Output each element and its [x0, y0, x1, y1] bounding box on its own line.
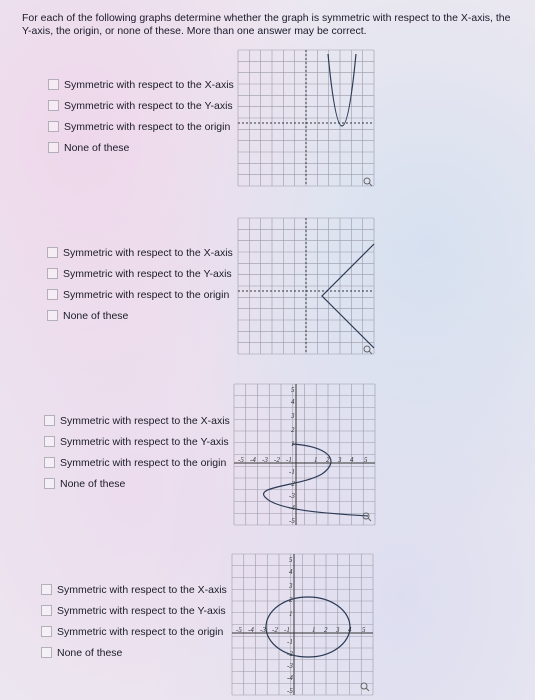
checkbox[interactable]	[44, 415, 55, 426]
graph-3-svg	[232, 382, 377, 527]
checkbox[interactable]	[47, 289, 58, 300]
tick-label: -4	[289, 504, 295, 512]
checkbox[interactable]	[41, 584, 52, 595]
checkbox[interactable]	[47, 268, 58, 279]
q1-option-none[interactable]	[48, 137, 234, 158]
tick-label: -3	[262, 456, 268, 464]
tick-label: 3	[291, 412, 295, 420]
question-4-options	[41, 579, 227, 663]
grid	[234, 384, 375, 525]
graph-1	[236, 48, 376, 188]
q1-option-origin[interactable]	[48, 116, 234, 137]
option-label: Symmetric with respect to the Y-axis	[57, 604, 226, 617]
tick-label: -5	[289, 517, 295, 525]
checkbox[interactable]	[47, 247, 58, 258]
option-label: Symmetric with respect to the Y-axis	[60, 435, 229, 448]
checkbox[interactable]	[44, 457, 55, 468]
tick-label: -4	[287, 674, 293, 682]
q3-option-y-axis[interactable]	[44, 431, 230, 452]
tick-label: 4	[291, 398, 295, 406]
tick-label: 5	[364, 456, 368, 464]
tick-label: 4	[289, 568, 293, 576]
tick-label: 5	[291, 386, 295, 394]
option-label: Symmetric with respect to the X-axis	[60, 414, 230, 427]
tick-label: -1	[289, 468, 295, 476]
q4-option-none[interactable]	[41, 642, 227, 663]
magnifier-icon[interactable]	[361, 683, 369, 691]
graph-2	[236, 216, 376, 356]
tick-label: -3	[289, 492, 295, 500]
grid	[232, 554, 373, 695]
question-1-options	[48, 74, 234, 158]
checkbox[interactable]	[41, 647, 52, 658]
tick-label: -5	[287, 687, 293, 695]
magnifier-icon[interactable]	[363, 513, 371, 521]
tick-label: -1	[286, 456, 292, 464]
tick-label: -2	[272, 626, 278, 634]
q3-option-x-axis[interactable]	[44, 410, 230, 431]
option-label: Symmetric with respect to the origin	[64, 120, 231, 133]
q2-option-y-axis[interactable]	[47, 263, 233, 284]
tick-label: 1	[289, 610, 293, 618]
option-label: None of these	[57, 646, 123, 659]
q4-option-x-axis[interactable]	[41, 579, 227, 600]
checkbox[interactable]	[48, 100, 59, 111]
tick-label: 2	[326, 456, 330, 464]
option-label: None of these	[63, 309, 129, 322]
option-label: Symmetric with respect to the X-axis	[63, 246, 233, 259]
tick-label: -5	[236, 626, 242, 634]
tick-label: -2	[287, 650, 293, 658]
tick-label: 3	[338, 456, 342, 464]
tick-label: 4	[350, 456, 354, 464]
tick-label: 3	[336, 626, 340, 634]
tick-label: 1	[312, 626, 316, 634]
magnifier-icon[interactable]	[364, 346, 372, 354]
option-label: None of these	[60, 477, 126, 490]
q3-option-none[interactable]	[44, 473, 230, 494]
parabola-curve	[328, 54, 356, 126]
tick-label: 5	[362, 626, 366, 634]
graph-4-svg	[230, 552, 375, 697]
option-label: None of these	[64, 141, 130, 154]
option-label: Symmetric with respect to the X-axis	[64, 78, 234, 91]
q1-option-y-axis[interactable]	[48, 95, 234, 116]
q2-option-x-axis[interactable]	[47, 242, 233, 263]
tick-label: 3	[289, 582, 293, 590]
tick-label: -2	[289, 480, 295, 488]
option-label: Symmetric with respect to the origin	[57, 625, 224, 638]
option-label: Symmetric with respect to the origin	[63, 288, 230, 301]
magnifier-icon[interactable]	[364, 178, 372, 186]
checkbox[interactable]	[44, 478, 55, 489]
checkbox[interactable]	[47, 310, 58, 321]
tick-label: -3	[260, 626, 266, 634]
option-label: Symmetric with respect to the X-axis	[57, 583, 227, 596]
q1-option-x-axis[interactable]	[48, 74, 234, 95]
graph-4	[230, 552, 375, 697]
tick-label: -4	[250, 456, 256, 464]
q2-option-origin[interactable]	[47, 284, 233, 305]
tick-label: -1	[287, 638, 293, 646]
question-3-options	[44, 410, 230, 494]
tick-label: 4	[348, 626, 352, 634]
option-label: Symmetric with respect to the Y-axis	[64, 99, 233, 112]
graph-1-svg	[236, 48, 376, 188]
q4-option-y-axis[interactable]	[41, 600, 227, 621]
q3-option-origin[interactable]	[44, 452, 230, 473]
checkbox[interactable]	[44, 436, 55, 447]
graph-3	[232, 382, 377, 527]
tick-label: -4	[248, 626, 254, 634]
question-2-options	[47, 242, 233, 326]
tick-label: 1	[314, 456, 318, 464]
question-prompt: For each of the following graphs determine whether the graph is symmetric with respect to the X-axis, the Y-axis, the origin, or none of these. More than one answer may be correct.	[22, 12, 511, 37]
tick-label: 2	[291, 426, 295, 434]
tick-label: 2	[289, 596, 293, 604]
checkbox[interactable]	[48, 142, 59, 153]
tick-label: 5	[289, 556, 293, 564]
tick-label: -2	[274, 456, 280, 464]
graph-2-svg	[236, 216, 376, 356]
q2-option-none[interactable]	[47, 305, 233, 326]
checkbox[interactable]	[41, 626, 52, 637]
checkbox[interactable]	[41, 605, 52, 616]
q4-option-origin[interactable]	[41, 621, 227, 642]
tick-label: -5	[238, 456, 244, 464]
sideways-v-curve	[322, 244, 374, 348]
option-label: Symmetric with respect to the Y-axis	[63, 267, 232, 280]
tick-label: -1	[284, 626, 290, 634]
tick-label: 2	[324, 626, 328, 634]
checkbox[interactable]	[48, 121, 59, 132]
tick-label: -3	[287, 662, 293, 670]
tick-label: 1	[291, 440, 295, 448]
checkbox[interactable]	[48, 79, 59, 90]
option-label: Symmetric with respect to the origin	[60, 456, 227, 469]
